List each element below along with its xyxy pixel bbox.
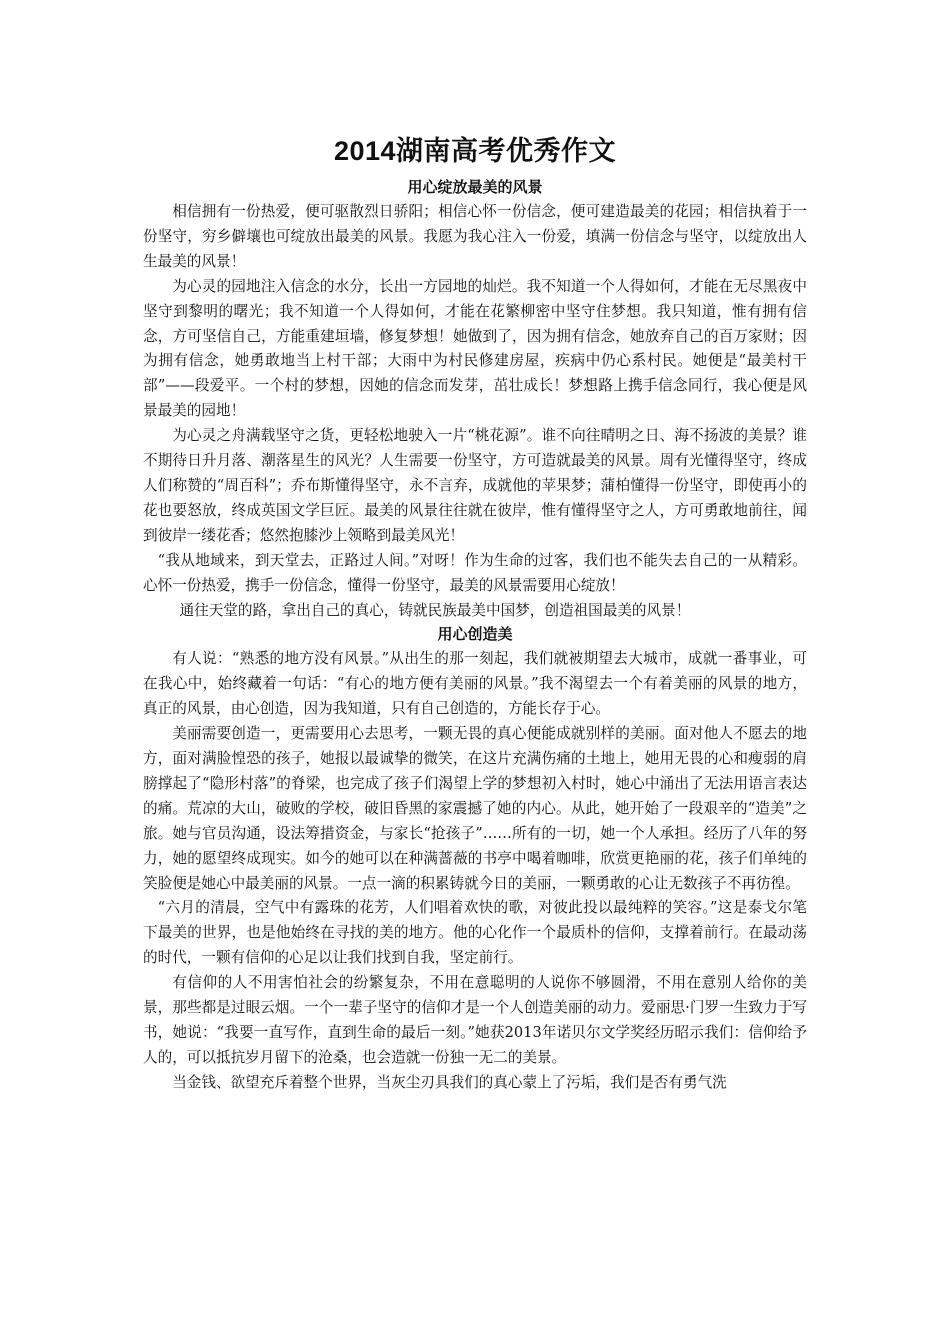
paragraph: 有信仰的人不用害怕社会的纷繁复杂，不用在意聪明的人说你不够圆滑，不用在意别人给你的美景，那些都是过眼云烟。一个一辈子坚守的信仰才是一个人创造美丽的动力。爱丽思·门罗一生致力于写书，她说：“我要一直写作，直到生命的最后一刻。”她获2013年诺贝尔文学奖经历昭示我们：信仰给予人的，可以抵抗岁月留下的沧桑，也会造就一份独一无二的美景。 <box>143 974 807 1066</box>
document-body <box>143 132 807 1096</box>
document-title: 2014湖南高考优秀作文 <box>333 136 617 166</box>
paragraph: 相信拥有一份热爱，便可驱散烈日骄阳；相信心怀一份信念，便可建造最美的花园；相信执着于一份坚守，穷乡僻壤也可绽放出最美的风景。我愿为我心注入一份爱，填满一份信念与坚守，以绽放出人生最美的风景！ <box>143 203 807 270</box>
paragraph: 为心灵的园地注入信念的水分，长出一方园地的灿烂。我不知道一个人得如何，才能在无尽黑夜中坚守到黎明的曙光；我不知道一个人得如何，才能在花繁柳密中坚守住梦想。我只知道，惟有拥有信念，方可坚信自己，方能重建垣墙，修复梦想！她做到了，因为拥有信念，她放弃自己的百万家财；因为拥有信念，她勇敢地当上村干部；大雨中为村民修建房屋，疾病中仍心系村民。她便是“最美村干部”——段爱平。一个村的梦想，因她的信念而发芽，茁壮成长！梦想路上携手信念同行，我心便是风景最美的园地！ <box>143 277 807 420</box>
paragraph: “我从地域来，到天堂去，正路过人间。”对呀！作为生命的过客，我们也不能失去自己的一从精彩。心怀一份热爱，携手一份信念，懂得一份坚守，最美的风景需要用心绽放！ <box>143 551 807 594</box>
essay-title: 用心创造美 <box>437 625 513 644</box>
paragraph: 有人说：“熟悉的地方没有风景。”从出生的那一刻起，我们就被期望去大城市，成就一番事业，可在我心中，始终藏着一句话：“有心的地方便有美丽的风景。”我不渴望去一个有着美丽的风景的地方，真正的风景，由心创造，因为我知道，只有自己创造的，方能长存于心。 <box>143 650 807 718</box>
paragraph: 为心灵之舟满载坚守之货，更轻松地驶入一片“桃花源”。谁不向往晴明之日、海不扬波的美景？谁不期待日升月落、潮落星生的风光？人生需要一份坚守，方可造就最美的风景。周有光懂得坚守，终成人们称赞的“周百科”；乔布斯懂得坚守，永不言弃，成就他的苹果梦；蒲柏懂得一份坚守，即使再小的花也要怒放，终成英国文学巨匠。最美的风景往往就在彼岸，惟有懂得坚守之人，方可勇敢地前往，闻到彼岸一缕花香；悠然抱膝沙上领略到最美风光！ <box>143 427 807 544</box>
paragraph: 当金钱、欲望充斥着整个世界，当灰尘刃具我们的真心蒙上了污垢，我们是否有勇气洗 <box>172 1073 727 1091</box>
essay-title: 用心绽放最美的风景 <box>407 178 543 196</box>
paragraph: 通往天堂的路，拿出自己的真心，铸就民族最美中国梦，创造祖国最美的风景！ <box>179 601 691 619</box>
paragraph: “六月的清晨，空气中有露珠的花芳，人们唱着欢快的歌，对彼此投以最纯粹的笑容。”这是泰戈尔笔下最美的世界，也是他始终在寻找的美的地方。他的心化作一个最质朴的信仰，支撑着前行。在最动荡的时代，一颗有信仰的心足以让我们找到自我，坚定前行。 <box>143 899 807 967</box>
paragraph: 美丽需要创造一，更需要用心去思考，一颗无畏的真心便能成就别样的美丽。面对他人不愿去的地方，面对满脸惶恐的孩子，她报以最诚挚的微笑，在这片充满伤痛的土地上，她用无畏的心和瘦弱的肩膀撑起了“隐形村落”的脊梁，也完成了孩子们渴望上学的梦想初入村时，她心中涌出了无法用语言表达的痛。荒凉的大山，破败的学校，破旧昏黑的家震撼了她的内心。从此，她开始了一段艰辛的“造美”之旅。她与官员沟通，设法筹措资金，与家长“抢孩子”……所有的一切，她一个人承担。经历了八年的努力，她的愿望终成现实。如今的她可以在种满蔷薇的书亭中喝着咖啡，欣赏更艳丽的花，孩子们单纯的笑脸便是她心中最美丽的风景。一点一滴的积累铸就今日的美丽，一颗勇敢的心让无数孩子不再彷徨。 <box>143 725 807 892</box>
